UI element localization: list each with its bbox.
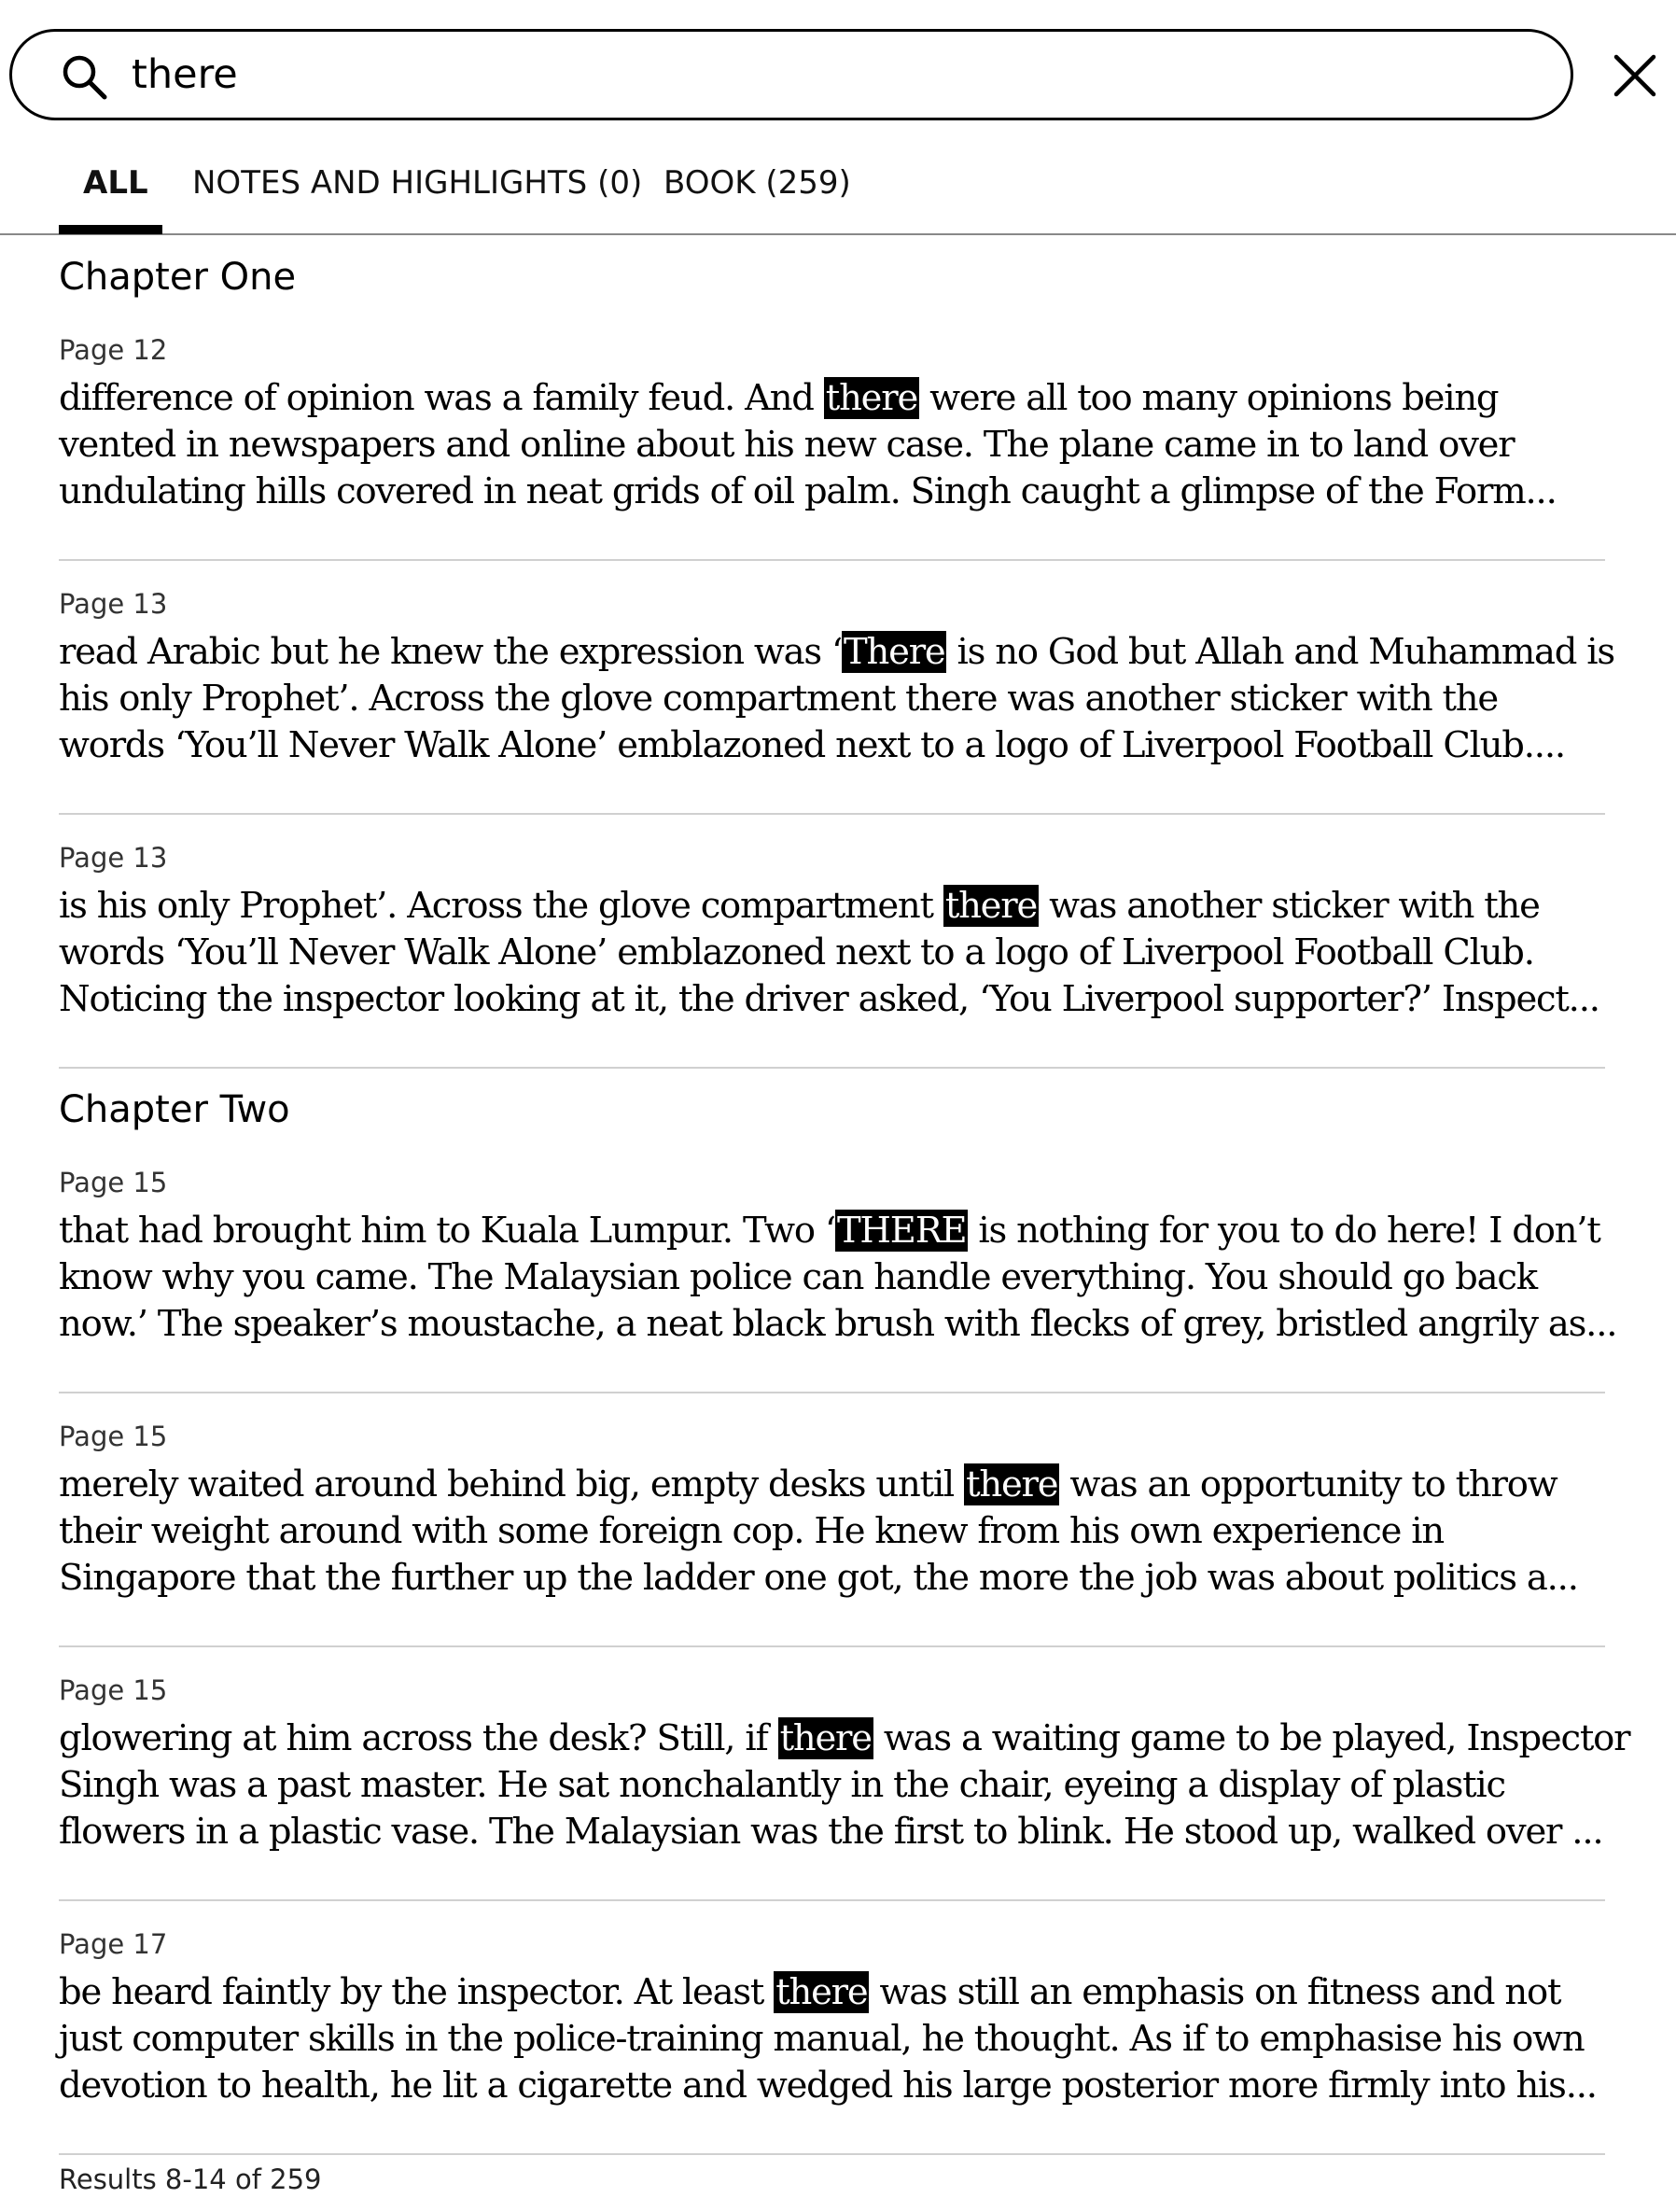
divider — [59, 813, 1605, 815]
tab-all[interactable]: ALL — [83, 164, 148, 202]
divider — [59, 1899, 1605, 1901]
close-icon[interactable] — [1611, 51, 1659, 100]
chapter-heading: Chapter Two — [59, 1088, 290, 1131]
tab-notes-and-highlights[interactable]: NOTES AND HIGHLIGHTS (0) — [192, 164, 643, 202]
result-snippet: difference of opinion was a family feud. And there were all too many opinions being vented in newspapers and online about his new case. The plane came in to land over undulating hills covered in neat grids of oil palm. Singh caught a glimpse of the Form... — [59, 377, 1557, 512]
result-snippet: is his only Prophet’. Across the glove compartment there was another sticker with the words ‘You’ll Never Walk Alone’ emblazoned next to a logo of Liverpool Football Club. Noticing the inspector looking at it, the driver asked, ‘You Liverpool supporter?’ Inspect... — [59, 885, 1599, 1020]
result-page-label: Page 12 — [59, 334, 168, 366]
result-page-label: Page 15 — [59, 1674, 168, 1706]
result-snippet: that had brought him to Kuala Lumpur. Two ‘THERE is nothing for you to do here! I don’t know why you came. The Malaysian police can handle everything. You should go back now.’ The speaker’s moustache, a neat black brush with flecks of grey, bristled angrily as... — [59, 1210, 1617, 1345]
search-hit-highlight: there — [775, 1971, 868, 2013]
result-snippet: be heard faintly by the inspector. At least there was still an emphasis on fitness and not just computer skills in the police-training manual, he thought. As if to emphasise his own devotion to health, he lit a cigarette and wedged his large posterior more firmly into his... — [59, 1971, 1597, 2107]
search-hit-highlight: THERE — [836, 1210, 967, 1252]
result-snippet: read Arabic but he knew the expression was ‘There is no God but Allah and Muhammad is his only Prophet’. Across the glove compartment there was another sticker with the words ‘You’ll Never Walk Alone’ emblazoned next to a logo of Liverpool Football Club.... — [59, 631, 1614, 766]
divider — [59, 559, 1605, 561]
tab-bar — [0, 149, 1676, 235]
search-result[interactable] — [59, 1418, 1608, 1602]
search-result[interactable] — [59, 1925, 1608, 2109]
result-page-label: Page 17 — [59, 1928, 168, 1960]
search-result[interactable] — [59, 331, 1608, 515]
search-result[interactable] — [59, 585, 1614, 769]
search-hit-highlight: there — [944, 885, 1038, 927]
active-tab-indicator — [59, 225, 162, 234]
result-page-label: Page 15 — [59, 1421, 168, 1452]
search-hit-highlight: there — [966, 1463, 1058, 1505]
result-page-label: Page 13 — [59, 588, 168, 620]
divider — [59, 2153, 1605, 2155]
search-hit-highlight: There — [844, 631, 945, 673]
chapter-heading: Chapter One — [59, 256, 297, 299]
result-page-label: Page 13 — [59, 842, 168, 874]
result-page-label: Page 15 — [59, 1167, 168, 1198]
search-result[interactable] — [59, 1164, 1617, 1348]
search-hit-highlight: there — [779, 1717, 872, 1759]
tab-book[interactable]: BOOK (259) — [663, 164, 851, 202]
search-bar[interactable] — [9, 29, 1573, 120]
search-result[interactable] — [59, 1672, 1630, 1855]
tabs-divider — [0, 233, 1676, 235]
divider — [59, 1067, 1605, 1069]
search-input[interactable] — [132, 41, 1513, 108]
divider — [59, 1392, 1605, 1393]
result-snippet: glowering at him across the desk? Still, if there was a waiting game to be played, Inspector Singh was a past master. He sat nonchalantly in the chair, eyeing a display of plastic flowers in a plastic vase. The Malaysian was the first to blink. He stood up, walked over ... — [59, 1717, 1630, 1853]
results-count: Results 8-14 of 259 — [59, 2163, 322, 2195]
search-result[interactable] — [59, 839, 1608, 1023]
divider — [59, 1645, 1605, 1647]
result-snippet: merely waited around behind big, empty desks until there was an opportunity to throw their weight around with some foreign cop. He knew from his own experience in Singapore that the further up the ladder one got, the more the job was about politics a... — [59, 1463, 1578, 1599]
search-icon — [60, 52, 108, 101]
search-hit-highlight: there — [825, 377, 918, 419]
